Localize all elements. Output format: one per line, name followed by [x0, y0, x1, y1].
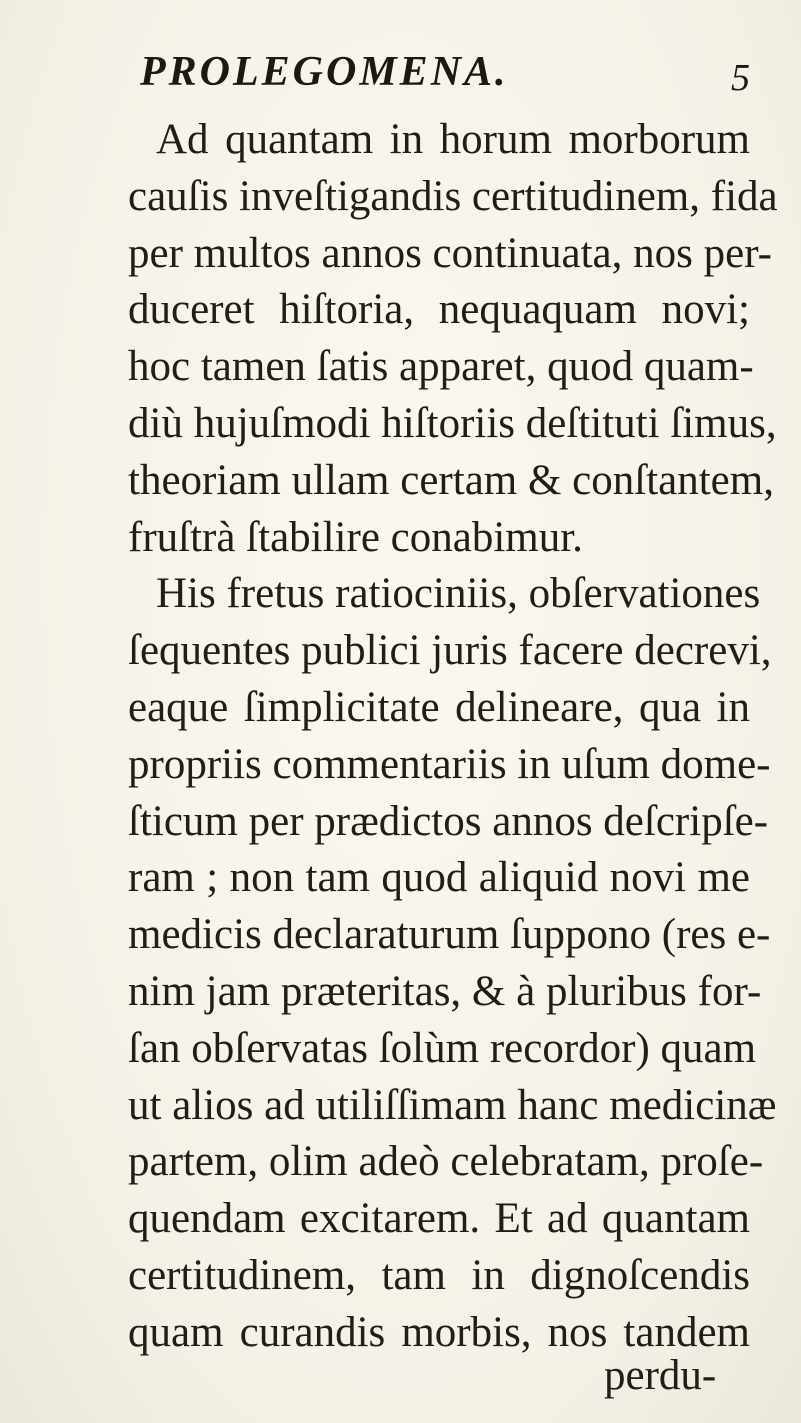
catchword: perdu- — [604, 1352, 717, 1399]
text-line: fruſtrà ſtabilire conabimur. — [128, 513, 583, 561]
text-line: propriis commentariis in uſum dome- — [128, 740, 771, 788]
text-line: quam curandis morbis, nos tandem — [128, 1308, 750, 1356]
text-line: ram ; non tam quod aliquid novi me — [128, 854, 750, 902]
text-line: certitudinem, tam in dignoſcendis — [128, 1251, 750, 1299]
text-line: His fretus ratiociniis, obſervationes — [156, 570, 761, 618]
text-line: quendam excitarem. Et ad quantam — [128, 1195, 750, 1243]
text-line: theoriam ullam certam & conſtantem, — [128, 456, 774, 504]
text-line: diù hujuſmodi hiſtoriis deſtituti ſimus, — [128, 399, 777, 447]
text-line: ſticum per prædictos annos deſcripſe- — [128, 797, 769, 845]
text-line: Ad quantam in horum morborum — [156, 116, 750, 163]
text-line: hoc tamen ſatis apparet, quod quam- — [128, 343, 754, 391]
text-line: ſan obſervatas ſolùm recordor) quam — [128, 1024, 757, 1072]
text-line: ſequentes publici juris facere decrevi, — [128, 627, 772, 675]
text-line: ut alios ad utiliſſimam hanc medicinæ — [128, 1081, 777, 1129]
body-text — [128, 112, 778, 1362]
text-line: medicis declaraturum ſuppono (res e- — [128, 911, 771, 959]
text-line: duceret hiſtoria, nequaquam novi; — [128, 286, 750, 334]
text-line: partem, olim adeò celebratam, proſe- — [128, 1138, 764, 1186]
text-line: per multos annos continuata, nos per- — [128, 229, 772, 277]
text-line: cauſis inveſtigandis certitudinem, fida — [128, 172, 778, 220]
page-number: 5 — [731, 57, 750, 99]
running-title: PROLEGOMENA. — [140, 49, 509, 95]
page-header — [140, 48, 750, 108]
text-line: nim jam præteritas, & à pluribus for- — [128, 967, 762, 1015]
text-line: eaque ſimplicitate delineare, qua in — [128, 683, 750, 731]
